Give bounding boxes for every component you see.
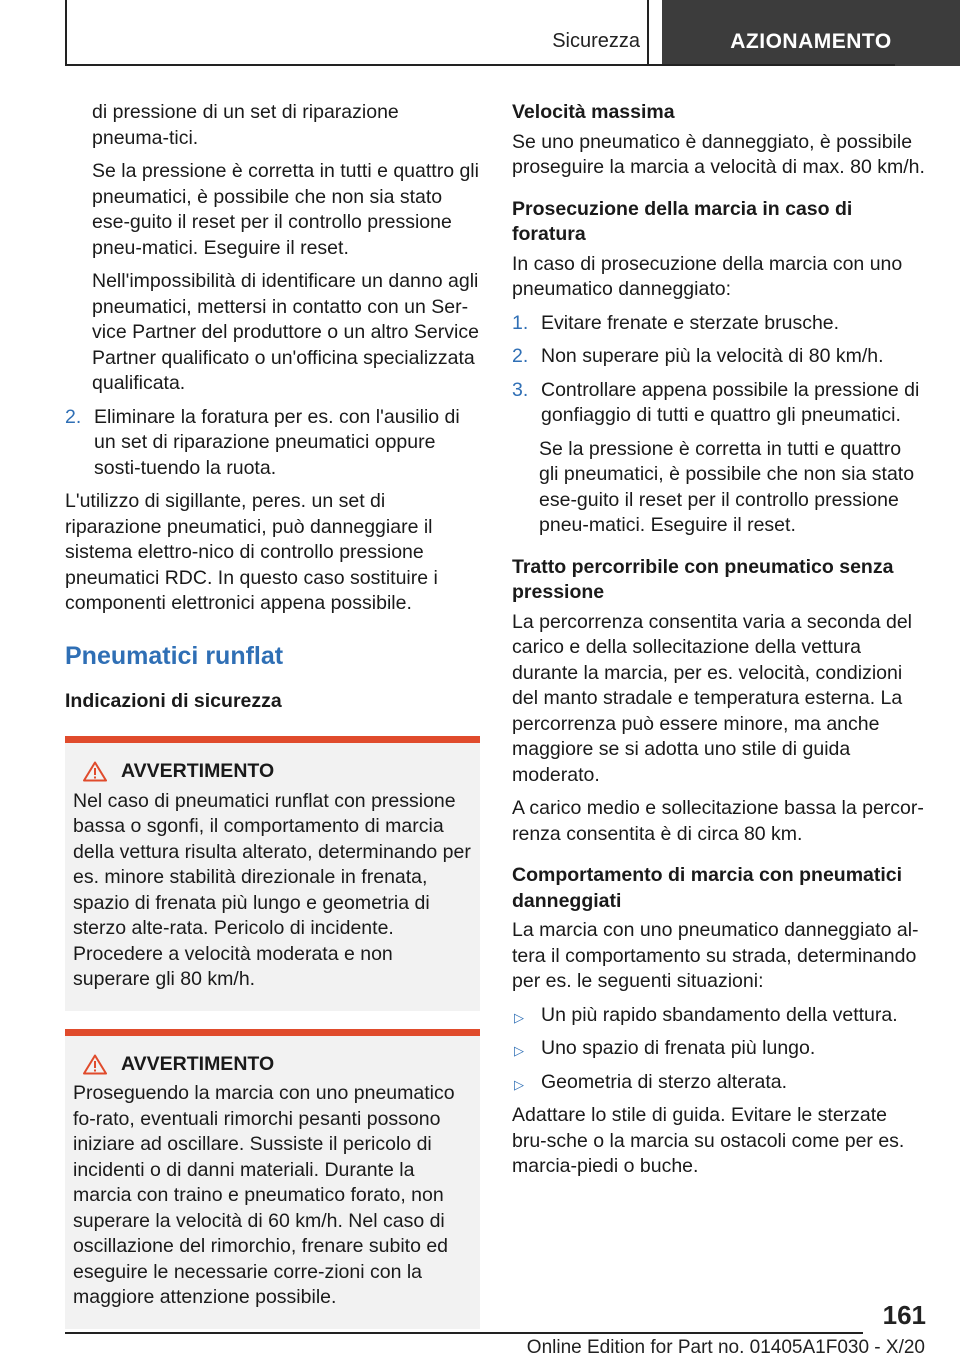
step-number: 1. [512,311,529,334]
list-item [512,1070,925,1096]
list-item-text: Un più rapido sbandamento della vettura. [541,1003,898,1026]
warning-triangle-icon [83,1054,107,1075]
list-item-text: Uno spazio di frenata più lungo. [541,1037,816,1059]
triangle-bullet-icon: ▷ [514,1009,524,1025]
step-text: Eliminare la foratura per es. con l'ausilio di un set di riparazione pneumatici oppure sosti-tuendo la ruota. [94,405,460,479]
header-divider [647,0,649,66]
numbered-step [65,405,480,482]
warning-title [73,759,472,785]
right-column [512,100,925,1188]
body-paragraph: In caso di prosecuzione della marcia con uno pneumatico danneggiato: [512,252,903,300]
header-chapter-tab: AZIONAMENTO [662,0,960,66]
warning-text: Proseguendo la marcia con uno pneumatico fo-rato, eventuali rimorchi pesanti possono iniziare ad oscillare. Sussiste il pericolo di incidenti o di danni materiali. Durante la marcia con traino e pneumatico forato, non superare la velocità di 60 km/h. Nel caso di oscillazione del rimorchio, frenare subito ed eseguire le necessarie corre-zioni con la maggiore attenzione possibile. [73,1082,455,1308]
body-paragraph: A carico medio e sollecitazione bassa la percor-renza consentita è di circa 80 km. [512,797,924,845]
warning-label: AVVERTIMENTO [121,760,275,782]
step1-continuation: di pressione di un set di riparazione pneuma-tici. [92,101,399,149]
step1-continuation: Se la pressione è corretta in tutti e quattro gli pneumatici, è possibile che non sia stato ese-guito il reset per il controllo pressione pneu-matici. Eseguire il reset. [92,160,479,259]
footer-edition: Online Edition for Part no. 01405A1F030 - X/20 [526,1337,925,1358]
page-header [0,0,960,66]
footer-rule [65,1332,863,1334]
triangle-bullet-icon: ▷ [514,1076,524,1092]
list-item-text: Geometria di sterzo alterata. [541,1070,788,1093]
body-paragraph: Adattare lo stile di guida. Evitare le sterzate bru-sche o la marcia su ostacoli come per es. marcia-piedi o buche. [512,1104,905,1177]
page-number: 161 [882,1300,926,1330]
numbered-step [512,344,925,370]
body-paragraph: La percorrenza consentita varia a seconda del carico e della sollecitazione della vettura durante la marcia, per es. velocità, condizioni del manto stradale e temperatura esterna. La percorrenza può essere minore, ma anche maggiore se si adotta uno stile di guida moderato. [512,610,912,786]
numbered-step [512,378,925,429]
sub-heading: Velocità massima [512,101,675,123]
body-paragraph: La marcia con uno pneumatico danneggiato al-tera il comportamento su strada, determinando per es. le seguenti situazioni: [512,919,919,992]
header-left-rule [65,0,67,66]
warning-box [65,1029,480,1329]
warning-triangle-icon [83,761,107,782]
numbered-step [512,311,925,337]
step-number: 2. [65,405,82,428]
left-column [65,100,480,1347]
sub-heading: Comportamento di marcia con pneumatici danneggiati [512,864,903,912]
step-text: Evitare frenate e sterzate brusche. [541,311,840,334]
step-text: Non superare più la velocità di 80 km/h. [541,345,884,367]
section-heading: Pneumatici runflat [65,641,284,670]
sub-heading: Tratto percorribile con pneumatico senza pressione [512,555,894,603]
step-number: 3. [512,378,529,401]
sub-heading: Prosecuzione della marcia in caso di foratura [512,197,853,245]
step-number: 2. [512,345,529,367]
list-item [512,1003,925,1029]
header-rule [65,64,895,66]
header-section-title: Sicurezza [552,30,640,52]
triangle-bullet-icon: ▷ [514,1043,524,1058]
warning-title [73,1052,472,1078]
warning-box [65,736,480,1011]
body-paragraph: L'utilizzo di sigillante, peres. un set di riparazione pneumatici, può danneggiare il sistema elettro-nico di controllo pressione pneumatici RDC. In questo caso sostituire i componenti elettronici appena possibile. [65,490,438,614]
step1-continuation: Nell'impossibilità di identificare un danno agli pneumatici, mettersi in contatto con un Ser-vice Partner del produttore o un altro Service Partner qualificato o un'officina specializzata qualificata. [92,270,479,394]
step3-continuation: Se la pressione è corretta in tutti e quattro gli pneumatici, è possibile che non sia stato ese-guito il reset per il controllo pressione pneu-matici. Eseguire il reset. [539,437,915,536]
list-item [512,1036,925,1062]
body-paragraph: Se uno pneumatico è danneggiato, è possibile proseguire la marcia a velocità di max. 80 km/h. [512,130,925,178]
sub-heading: Indicazioni di sicurezza [65,689,282,712]
warning-label: AVVERTIMENTO [121,1052,275,1075]
warning-text: Nel caso di pneumatici runflat con pressione bassa o sgonfi, il comportamento di marcia della vettura risulta alterato, determinando per es. minore stabilità direzionale in frenata, spazio di frenata più lungo e geometria di sterzo alte-rata. Pericolo di incidente. Procedere a velocità moderata e non superare gli 80 km/h. [73,789,471,990]
step-text: Controllare appena possibile la pressione di gonfiaggio di tutti e quattro gli pneumatici. [541,378,920,426]
